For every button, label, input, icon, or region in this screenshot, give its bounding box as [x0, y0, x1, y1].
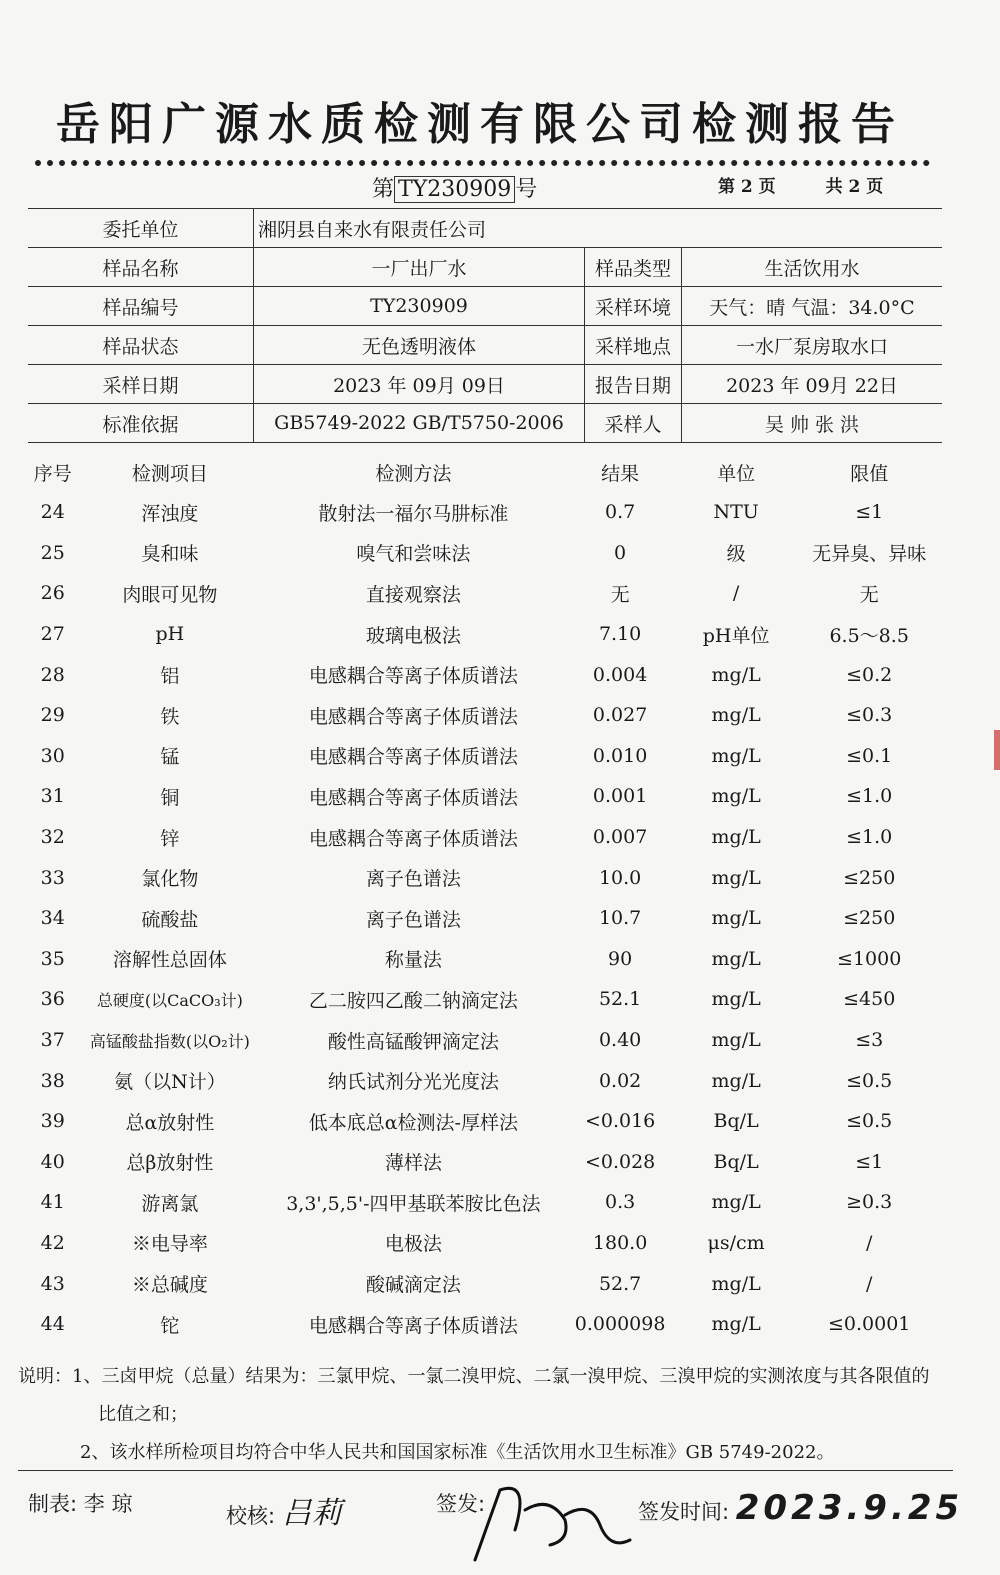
cell-no: 29 [40, 704, 65, 727]
cell-no: 44 [40, 1313, 65, 1336]
issue-date-value: 2023.9.25 [735, 1488, 964, 1528]
table-row [28, 1142, 942, 1183]
cell-method: 纳氏试剂分光光度法 [327, 1071, 499, 1094]
cell-limit: ≤1000 [837, 947, 902, 970]
cell-item: 臭和味 [141, 543, 199, 566]
cell-unit: mg/L [711, 704, 761, 727]
table-row [28, 898, 942, 939]
report-date-label: 报告日期 [585, 365, 682, 404]
cell-method: 电感耦合等离子体质谱法 [308, 665, 518, 688]
cell-no: 42 [40, 1231, 65, 1254]
sample-state-label: 样品状态 [28, 326, 254, 365]
table-row [28, 1060, 942, 1101]
cell-result: 52.7 [598, 1272, 642, 1295]
cell-no: 35 [40, 947, 65, 970]
cell-limit: / [865, 1231, 873, 1254]
cell-method: 电感耦合等离子体质谱法 [308, 746, 518, 769]
cell-item: 浑浊度 [141, 502, 199, 525]
table-row [28, 695, 942, 736]
table-row [28, 1223, 942, 1264]
cell-method: 电感耦合等离子体质谱法 [308, 786, 518, 809]
table-row [28, 492, 942, 533]
sample-state-value: 无色透明液体 [254, 326, 585, 365]
cell-item: 游离氯 [141, 1192, 199, 1215]
sample-id-label: 样品编号 [28, 287, 254, 326]
cell-result: 10.7 [598, 907, 642, 930]
col-method-header: 检测方法 [375, 462, 452, 485]
cell-method: 电感耦合等离子体质谱法 [308, 705, 518, 728]
table-row [28, 533, 942, 574]
page-total: 共 2 页 [825, 177, 884, 197]
cell-limit: 6.5～8.5 [829, 624, 909, 647]
cell-unit: Bq/L [713, 1110, 759, 1133]
cell-no: 26 [40, 582, 65, 605]
cell-limit: ≤0.5 [846, 1069, 893, 1092]
cell-result: 0.007 [592, 826, 648, 849]
cell-unit: mg/L [711, 1313, 761, 1336]
client-value: 湘阴县自来水有限责任公司 [254, 209, 943, 248]
cell-no: 36 [40, 988, 65, 1011]
cell-unit: Bq/L [713, 1150, 759, 1173]
cell-no: 27 [40, 623, 65, 646]
cell-limit: ≤250 [843, 907, 896, 930]
cell-limit: ≤0.3 [846, 704, 893, 727]
cell-unit: mg/L [711, 663, 761, 686]
cell-limit: 无 [859, 583, 879, 606]
cell-item: 高锰酸盐指数(以O₂计) [89, 1031, 250, 1051]
sample-name-value: 一厂出厂水 [254, 248, 585, 287]
cell-result: 0.3 [604, 1191, 636, 1214]
table-row [28, 776, 942, 817]
cell-unit: mg/L [711, 1191, 761, 1214]
cell-limit: ≤1 [855, 501, 884, 524]
issue-date [638, 1488, 963, 1528]
cell-limit: ≤0.1 [846, 744, 893, 767]
report-number-prefix: 第 [372, 177, 395, 202]
made-by-name: 李 琼 [83, 1492, 133, 1516]
cell-item: 锌 [160, 827, 180, 850]
cell-no: 32 [40, 826, 65, 849]
environment-value: 天气：晴 气温：34.0°C [682, 287, 943, 326]
cell-unit: mg/L [711, 947, 761, 970]
report-number-value: TY230909 [394, 176, 515, 203]
cell-method: 玻璃电极法 [365, 624, 461, 647]
notes [18, 1358, 978, 1472]
cell-item: 肉眼可见物 [122, 583, 218, 606]
cell-unit: mg/L [711, 907, 761, 930]
cell-no: 34 [40, 907, 65, 930]
col-item-header: 检测项目 [131, 462, 208, 485]
page-info [718, 172, 889, 197]
cell-item: 硫酸盐 [141, 908, 199, 931]
environment-label: 采样环境 [585, 287, 682, 326]
cell-result: 0.010 [592, 744, 648, 767]
col-limit-header: 限值 [850, 462, 889, 485]
page-number: 第 2 页 [718, 177, 776, 197]
cell-method: 3,3',5,5'-四甲基联苯胺比色法 [286, 1192, 541, 1215]
cell-no: 43 [40, 1272, 65, 1295]
cell-unit: NTU [713, 501, 759, 524]
cell-result: <0.028 [584, 1150, 656, 1173]
cell-item: 总硬度(以CaCO₃计) [96, 990, 243, 1010]
table-row [28, 817, 942, 858]
sample-type-value: 生活饮用水 [682, 248, 943, 287]
cell-limit: ≤0.5 [846, 1110, 893, 1133]
cell-item: 铁 [160, 705, 180, 728]
table-row [28, 1263, 942, 1304]
cell-method: 嗅气和尝味法 [356, 543, 471, 566]
cell-method: 电感耦合等离子体质谱法 [308, 827, 518, 850]
cell-limit: / [865, 1272, 873, 1295]
issue-date-label: 签发时间: [638, 1500, 730, 1524]
table-row [28, 573, 942, 614]
cell-no: 30 [40, 744, 65, 767]
cell-limit: ≤1 [855, 1150, 884, 1173]
cell-result: 0.7 [604, 501, 636, 524]
cell-item: 铜 [160, 786, 180, 809]
cell-method: 电极法 [384, 1233, 442, 1256]
report-number [372, 172, 537, 203]
sampling-location-label: 采样地点 [585, 326, 682, 365]
issuer-signature [470, 1470, 640, 1565]
table-row [28, 1020, 942, 1061]
cell-no: 31 [40, 785, 65, 808]
cell-item: 溶解性总固体 [112, 949, 227, 972]
cell-method: 称量法 [384, 949, 442, 972]
standard-label: 标准依据 [28, 404, 254, 443]
cell-method: 电感耦合等离子体质谱法 [308, 1314, 518, 1337]
cell-result: 90 [608, 947, 633, 970]
cell-item: 锰 [160, 746, 180, 769]
cell-no: 37 [40, 1029, 65, 1052]
cell-limit: ≤1.0 [846, 785, 893, 808]
dotted-divider [35, 160, 930, 166]
made-by-label: 制表: [28, 1492, 78, 1516]
cell-result: 无 [610, 583, 630, 606]
cell-limit: ≤0.0001 [827, 1313, 911, 1336]
cell-method: 薄样法 [384, 1152, 442, 1175]
cell-limit: ≥0.3 [846, 1191, 893, 1214]
report-number-suffix: 号 [515, 177, 538, 202]
cell-result: 10.0 [598, 866, 642, 889]
cell-item: pH [155, 623, 185, 646]
note-line-2: 比值之和； [98, 1404, 188, 1425]
cell-limit: ≤250 [843, 866, 896, 889]
table-row [28, 857, 942, 898]
table-row [28, 1182, 942, 1223]
table-row [28, 979, 942, 1020]
table-row [28, 736, 942, 777]
cell-item: 总β放射性 [126, 1152, 214, 1175]
cell-method: 离子色谱法 [365, 868, 461, 891]
cell-method: 低本底总α检测法-厚样法 [308, 1111, 518, 1134]
cell-limit: ≤1.0 [846, 826, 893, 849]
cell-method: 散射法一福尔马肼标准 [318, 502, 509, 525]
cell-result: 0.001 [592, 785, 648, 808]
cell-method: 酸碱滴定法 [365, 1274, 461, 1297]
cell-result: 0.02 [598, 1069, 642, 1092]
cell-limit: 无异臭、异味 [812, 543, 927, 566]
issued-by-label: 签发: [436, 1492, 486, 1516]
cell-result: 52.1 [598, 988, 642, 1011]
sampler-value: 吴 帅 张 洪 [682, 404, 943, 443]
sample-info-table [28, 208, 942, 443]
cell-unit: mg/L [711, 1069, 761, 1092]
cell-result: 180.0 [592, 1231, 648, 1254]
cell-unit: 级 [726, 543, 746, 566]
checked-by-label: 校核: [226, 1504, 276, 1528]
table-row [28, 1101, 942, 1142]
sample-type-label: 样品类型 [585, 248, 682, 287]
cell-item: 铊 [160, 1314, 180, 1337]
sampling-date-value: 2023 年 09月 09日 [254, 365, 585, 404]
checked-by-signature: 吕莉 [281, 1496, 342, 1531]
sampling-location-value: 一水厂泵房取水口 [682, 326, 943, 365]
cell-item: 铝 [160, 665, 180, 688]
col-result-header: 结果 [601, 462, 640, 485]
cell-method: 直接观察法 [365, 583, 461, 606]
table-row [28, 939, 942, 980]
cell-limit: ≤450 [843, 988, 896, 1011]
cell-unit: mg/L [711, 1272, 761, 1295]
cell-no: 24 [40, 501, 65, 524]
cell-unit: μs/cm [707, 1231, 765, 1254]
sample-id-value: TY230909 [254, 287, 585, 326]
standard-value: GB5749-2022 GB/T5750-2006 [254, 404, 585, 443]
cell-item: 氨（以N计） [114, 1071, 226, 1094]
cell-method: 离子色谱法 [365, 908, 461, 931]
cell-unit: mg/L [711, 826, 761, 849]
cell-result: <0.016 [584, 1110, 656, 1133]
note-line-1: 说明：1、三卤甲烷（总量）结果为：三氯甲烷、一氯二溴甲烷、二氯一溴甲烷、三溴甲烷的实测浓度与其各限值的 [18, 1366, 930, 1387]
col-unit-header: 单位 [717, 462, 756, 485]
cell-no: 28 [40, 663, 65, 686]
results-table [28, 452, 942, 1344]
cell-unit: / [732, 582, 740, 605]
cell-no: 41 [40, 1191, 65, 1214]
report-date-value: 2023 年 09月 22日 [682, 365, 943, 404]
cell-no: 39 [40, 1110, 65, 1133]
cell-result: 7.10 [598, 623, 642, 646]
cell-item: ※总碱度 [131, 1274, 208, 1297]
report-title: 岳阳广源水质检测有限公司检测报告 [56, 99, 904, 150]
cell-no: 40 [40, 1150, 65, 1173]
cell-method: 酸性高锰酸钾滴定法 [327, 1030, 499, 1053]
cell-item: 氯化物 [141, 868, 199, 891]
client-label: 委托单位 [28, 209, 254, 248]
sample-name-label: 样品名称 [28, 248, 254, 287]
results-header-row [28, 452, 942, 492]
table-row [28, 1304, 942, 1345]
cell-unit: mg/L [711, 744, 761, 767]
cell-unit: mg/L [711, 1029, 761, 1052]
cell-result: 0.004 [592, 663, 648, 686]
cell-result: 0.000098 [574, 1313, 666, 1336]
cell-item: ※电导率 [131, 1233, 208, 1256]
cell-unit: mg/L [711, 785, 761, 808]
note-line-3: 2、该水样所检项目均符合中华人民共和国国家标准《生活饮用水卫生标准》GB 5749-2022。 [80, 1442, 835, 1463]
cell-item: 总α放射性 [125, 1111, 215, 1134]
col-no-header: 序号 [33, 462, 72, 485]
cell-unit: mg/L [711, 988, 761, 1011]
table-row [28, 654, 942, 695]
cell-unit: pH单位 [702, 624, 770, 647]
cell-result: 0.40 [598, 1029, 642, 1052]
sampler-label: 采样人 [585, 404, 682, 443]
cell-unit: mg/L [711, 866, 761, 889]
edge-stamp-fragment [994, 730, 1000, 910]
table-row [28, 614, 942, 655]
cell-no: 33 [40, 866, 65, 889]
cell-limit: ≤0.2 [846, 663, 893, 686]
cell-result: 0.027 [592, 704, 648, 727]
checked-by [226, 1488, 342, 1532]
cell-no: 38 [40, 1069, 65, 1092]
cell-result: 0 [614, 541, 627, 564]
made-by [28, 1488, 132, 1518]
cell-method: 乙二胺四乙酸二钠滴定法 [308, 989, 518, 1012]
sampling-date-label: 采样日期 [28, 365, 254, 404]
cell-limit: ≤3 [855, 1029, 884, 1052]
cell-no: 25 [40, 541, 65, 564]
